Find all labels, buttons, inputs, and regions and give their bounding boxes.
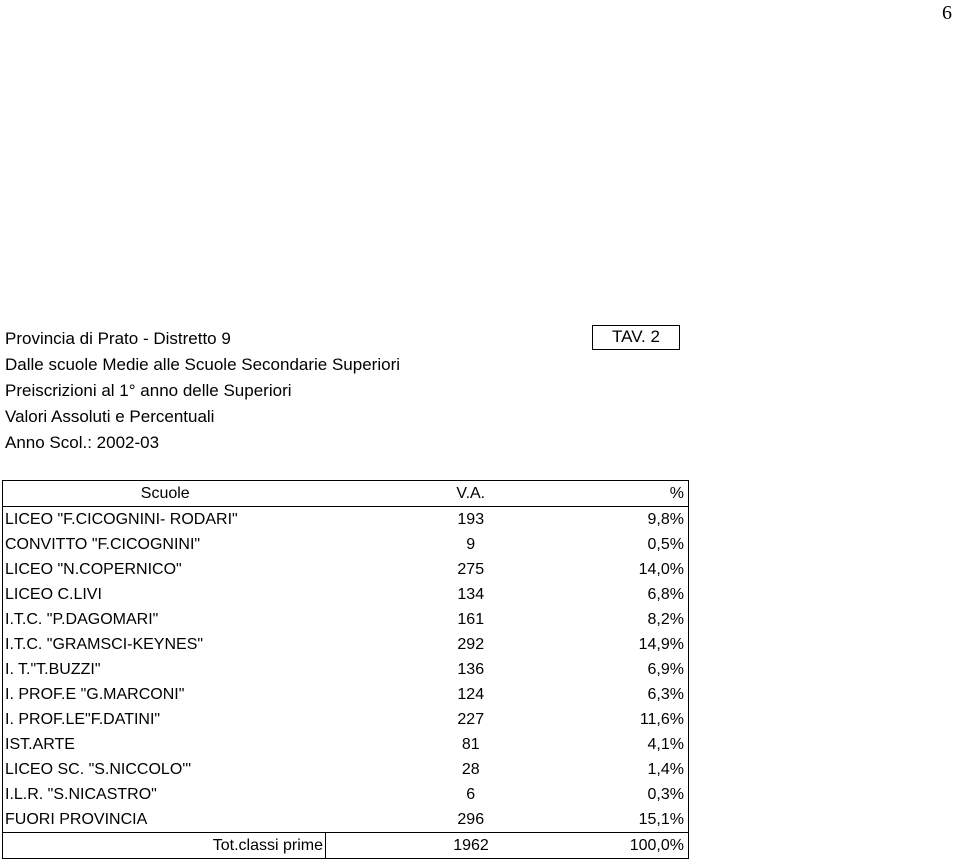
table-row (3, 782, 689, 807)
cell-pct: 8,2% (616, 607, 689, 632)
table-row (3, 757, 689, 782)
table-row (3, 732, 689, 757)
document-header (5, 326, 400, 456)
table-row (3, 607, 689, 632)
total-label: Tot.classi prime (3, 833, 326, 859)
cell-school: I. T."T.BUZZI" (3, 657, 326, 682)
table-row (3, 582, 689, 607)
header-province: Provincia di Prato - Distretto 9 (5, 329, 231, 348)
table-row (3, 632, 689, 657)
cell-pct: 9,8% (616, 507, 689, 533)
cell-school: CONVITTO "F.CICOGNINI" (3, 532, 326, 557)
cell-school: IST.ARTE (3, 732, 326, 757)
cell-school: I. PROF.E "G.MARCONI" (3, 682, 326, 707)
total-row (3, 833, 689, 859)
cell-pct: 4,1% (616, 732, 689, 757)
cell-va: 136 (457, 661, 485, 678)
enrollment-table (2, 480, 689, 859)
cell-va: 6 (466, 786, 476, 803)
cell-school: I. PROF.LE"F.DATINI" (3, 707, 326, 732)
cell-va: 161 (457, 611, 485, 628)
cell-school: LICEO "N.COPERNICO" (3, 557, 326, 582)
header-pct: % (616, 481, 689, 507)
page-number: 6 (942, 2, 952, 24)
cell-school: LICEO C.LIVI (3, 582, 326, 607)
cell-pct: 15,1% (616, 807, 689, 833)
cell-pct: 14,9% (616, 632, 689, 657)
header-preiscrizioni: Preiscrizioni al 1° anno delle Superiori (5, 381, 292, 400)
total-va: 1962 (326, 833, 617, 859)
table-row (3, 707, 689, 732)
cell-school: I.T.C. "GRAMSCI-KEYNES" (3, 632, 326, 657)
cell-school: LICEO "F.CICOGNINI- RODARI" (3, 507, 326, 533)
table-row (3, 657, 689, 682)
cell-va: 193 (457, 511, 485, 528)
table-header-row (3, 481, 689, 507)
cell-va: 275 (457, 561, 485, 578)
cell-pct: 0,3% (616, 782, 689, 807)
cell-pct: 1,4% (616, 757, 689, 782)
header-anno: Anno Scol.: 2002-03 (5, 433, 160, 452)
table-row (3, 807, 689, 833)
cell-pct: 6,8% (616, 582, 689, 607)
table-row (3, 532, 689, 557)
cell-va: 134 (457, 586, 485, 603)
cell-va: 28 (461, 761, 480, 778)
header-school: Scuole (3, 481, 326, 507)
cell-school: I.T.C. "P.DAGOMARI" (3, 607, 326, 632)
cell-va: 81 (461, 736, 480, 753)
cell-pct: 6,9% (616, 657, 689, 682)
cell-va: 296 (326, 807, 617, 833)
cell-va: 124 (457, 686, 485, 703)
table-row (3, 557, 689, 582)
table-number-box: TAV. 2 (592, 325, 680, 350)
cell-va: 227 (457, 711, 485, 728)
header-va: V.A. (326, 481, 617, 507)
cell-va: 292 (457, 636, 485, 653)
table-row (3, 682, 689, 707)
cell-pct: 14,0% (616, 557, 689, 582)
cell-school: I.L.R. "S.NICASTRO" (3, 782, 326, 807)
table-body (3, 507, 689, 833)
table-row (3, 507, 689, 533)
cell-pct: 6,3% (616, 682, 689, 707)
cell-school: FUORI PROVINCIA (3, 807, 326, 833)
header-valori: Valori Assoluti e Percentuali (5, 407, 215, 426)
cell-school: LICEO SC. "S.NICCOLO'" (3, 757, 326, 782)
cell-va: 9 (466, 536, 476, 553)
total-pct: 100,0% (616, 833, 689, 859)
cell-pct: 11,6% (616, 707, 689, 732)
cell-pct: 0,5% (616, 532, 689, 557)
header-subtitle: Dalle scuole Medie alle Scuole Secondarie Superiori (5, 355, 401, 374)
